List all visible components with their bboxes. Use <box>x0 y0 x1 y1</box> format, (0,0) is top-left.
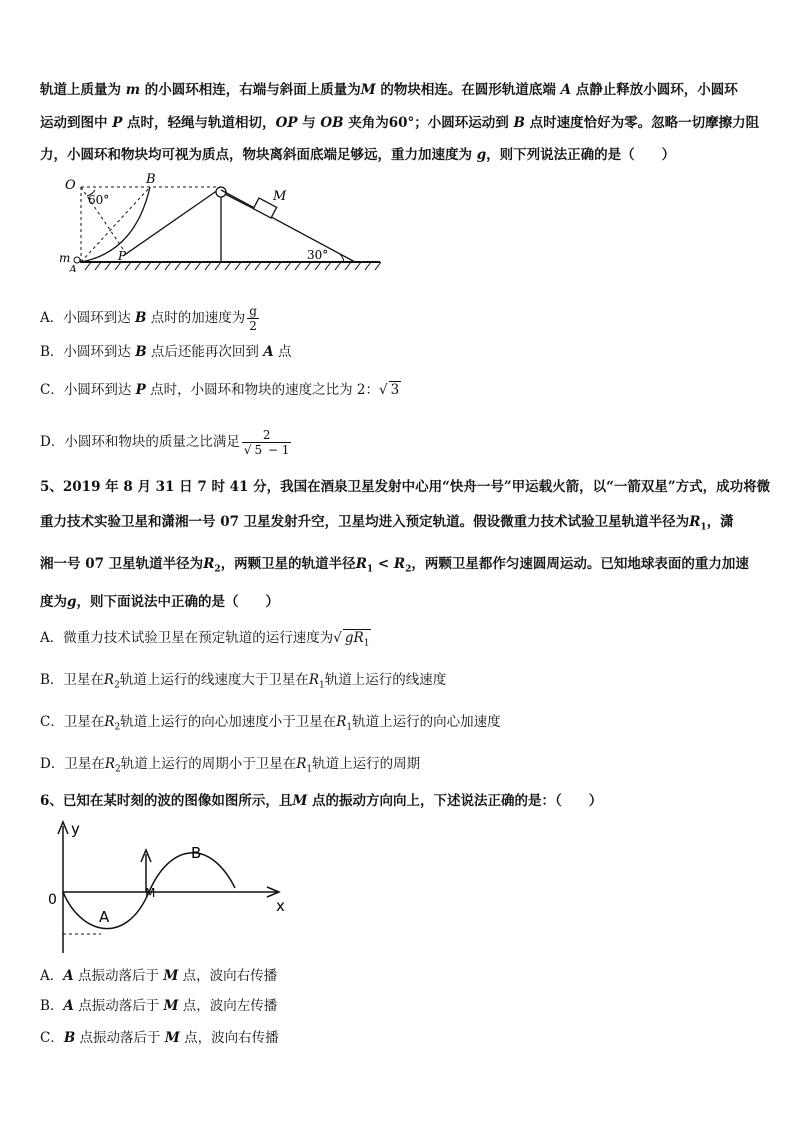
label-y: y <box>71 820 80 838</box>
label-60: 60° <box>88 193 110 207</box>
q5-option-b[interactable]: B．卫星在$R_2$轨道上运行的线速度大于卫星在$R_1$轨道上运行的线速度 <box>40 672 447 691</box>
q5-option-d[interactable]: D．卫星在$R_2$轨道上运行的周期小于卫星在$R_1$轨道上运行的周期 <box>40 756 421 775</box>
q6-option-a[interactable]: A．A 点振动落后于 M 点，波向右传播 <box>40 968 278 984</box>
label-B: B <box>191 844 202 862</box>
q6-stem: 6、已知在某时刻的波的图像如图所示，且M 点的振动方向向上，下述说法正确的是：（ ） <box>40 793 603 809</box>
q6-option-c[interactable]: C．B 点振动落后于 M 点，波向右传播 <box>40 1030 279 1046</box>
q5-stem-line-3: 湘一号 07 卫星轨道半径为$R_2$，两颗卫星的轨道半径$R_1 < R_2$，两颗卫星都作匀速圆周运动。已知地球表面的重力加速 <box>40 556 749 575</box>
label-x: x <box>276 897 285 915</box>
q5-option-c[interactable]: C．卫星在$R_2$轨道上运行的向心加速度小于卫星在$R_1$轨道上运行的向心加速度 <box>40 714 501 733</box>
q5-stem-line-4: 度为g，则下面说法中正确的是（ ） <box>40 594 279 610</box>
q4-option-d[interactable]: D．小圆环和物块的质量之比满足 $\frac{2}{√ 5 - 1}$ <box>40 428 290 457</box>
label-M: M <box>273 189 287 204</box>
label-m: m <box>59 251 71 265</box>
fraction-g-over-2: $\frac{g}{2}$ <box>249 304 257 333</box>
label-origin: 0 <box>48 892 57 908</box>
sqrt-symbol: √ <box>333 630 342 646</box>
rope <box>123 190 218 256</box>
q4-option-a[interactable]: A．小圆环到达 B 点时的加速度为 $\frac{g}{2}$ <box>40 304 257 333</box>
q4-option-b[interactable]: B．小圆环到达 B 点后还能再次回到 A 点 <box>40 344 292 360</box>
label-O: O <box>65 178 76 193</box>
label-M: M <box>145 886 156 900</box>
label-P: P <box>118 249 127 263</box>
q4-stem-line-1: 轨道上质量为 m 的小圆环相连，右端与斜面上质量为M 的物块相连。在圆形轨道底端 A 点静止释放小圆环，小圆环 <box>40 82 738 98</box>
q5-stem-line-1: 5、2019 年 8 月 31 日 7 时 41 分，我国在酒泉卫星发射中心用“快舟一号”甲运载火箭，以“一箭双星”方式，成功将微 <box>40 479 771 495</box>
label-30: 30° <box>307 248 329 262</box>
incline <box>221 190 355 262</box>
label-B: B <box>146 172 156 187</box>
label-A: A <box>69 263 77 272</box>
fraction-2-over-sqrt5-minus-1: $\frac{2}{√ 5 - 1}$ <box>243 428 290 457</box>
q4-figure <box>55 172 385 272</box>
q5-stem-line-2: 重力技术实验卫星和潇湘一号 07 卫星发射升空，卫星均进入预定轨道。假设微重力技术试验卫星轨道半径为$R_1$，潇 <box>40 514 734 533</box>
q6-option-b[interactable]: B．A 点振动落后于 M 点，波向左传播 <box>40 998 278 1014</box>
q4-stem-line-3: 力，小圆环和物块均可视为质点，物块离斜面底端足够远，重力加速度为 g，则下列说法正确的是（ ） <box>40 147 676 163</box>
q4-stem-line-2: 运动到图中 P 点时，轻绳与轨道相切，OP 与 OB 夹角为60°；小圆环运动到 B 点时速度恰好为零。忽略一切摩擦力阻 <box>40 115 760 131</box>
q6-wave-figure <box>45 818 295 958</box>
q4-option-c[interactable]: C．小圆环到达 P 点时，小圆环和物块的速度之比为 2：√ 3 <box>40 382 400 398</box>
sqrt-symbol: √ <box>378 382 388 398</box>
q5-option-a[interactable]: A．微重力技术试验卫星在预定轨道的运行速度为√ $gR_1$ <box>40 630 370 649</box>
label-A: A <box>99 908 110 926</box>
ground-hatch <box>85 262 381 270</box>
